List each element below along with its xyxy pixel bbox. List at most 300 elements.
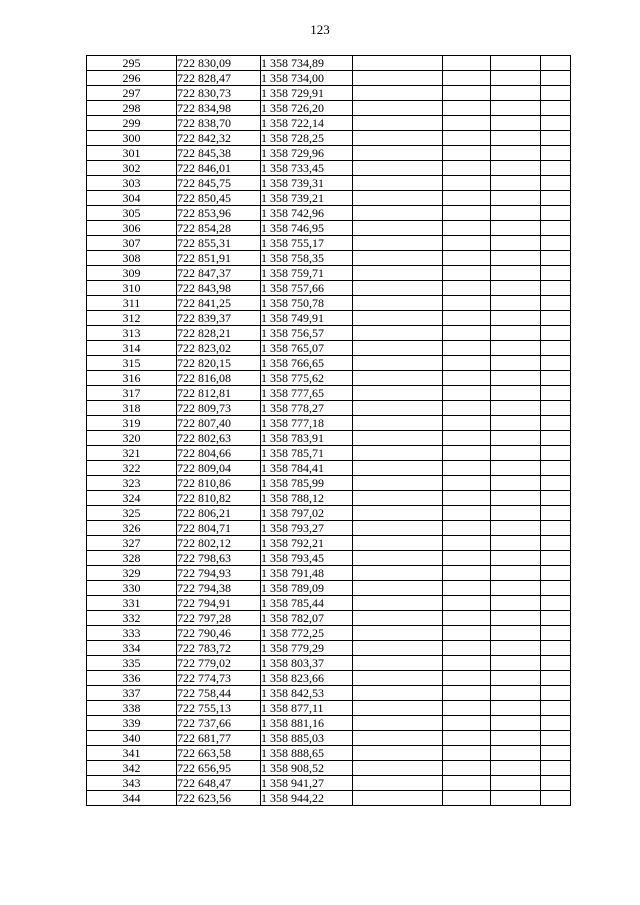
table-row xyxy=(87,776,571,791)
empty-cell xyxy=(443,266,491,281)
empty-cell xyxy=(353,116,443,131)
table-row xyxy=(87,176,571,191)
x-coordinate-cell: 722 802,12 xyxy=(177,536,261,551)
empty-cell xyxy=(491,641,541,656)
empty-cell xyxy=(353,101,443,116)
empty-cell xyxy=(541,596,571,611)
empty-cell xyxy=(353,221,443,236)
empty-cell xyxy=(353,641,443,656)
empty-cell xyxy=(443,251,491,266)
point-number-cell: 335 xyxy=(87,656,177,671)
y-coordinate-cell: 1 358 803,37 xyxy=(261,656,353,671)
empty-cell xyxy=(353,71,443,86)
y-coordinate-cell: 1 358 777,65 xyxy=(261,386,353,401)
empty-cell xyxy=(353,176,443,191)
point-number-cell: 317 xyxy=(87,386,177,401)
x-coordinate-cell: 722 851,91 xyxy=(177,251,261,266)
empty-cell xyxy=(443,131,491,146)
point-number-cell: 330 xyxy=(87,581,177,596)
table-row xyxy=(87,536,571,551)
empty-cell xyxy=(443,146,491,161)
empty-cell xyxy=(443,746,491,761)
empty-cell xyxy=(353,521,443,536)
empty-cell xyxy=(353,86,443,101)
empty-cell xyxy=(491,536,541,551)
empty-cell xyxy=(443,491,491,506)
empty-cell xyxy=(541,776,571,791)
point-number-cell: 297 xyxy=(87,86,177,101)
y-coordinate-cell: 1 358 785,44 xyxy=(261,596,353,611)
y-coordinate-cell: 1 358 783,91 xyxy=(261,431,353,446)
empty-cell xyxy=(353,671,443,686)
empty-cell xyxy=(353,716,443,731)
empty-cell xyxy=(541,416,571,431)
empty-cell xyxy=(491,356,541,371)
x-coordinate-cell: 722 758,44 xyxy=(177,686,261,701)
point-number-cell: 327 xyxy=(87,536,177,551)
empty-cell xyxy=(353,626,443,641)
empty-cell xyxy=(353,581,443,596)
empty-cell xyxy=(541,221,571,236)
point-number-cell: 325 xyxy=(87,506,177,521)
y-coordinate-cell: 1 358 793,27 xyxy=(261,521,353,536)
y-coordinate-cell: 1 358 749,91 xyxy=(261,311,353,326)
y-coordinate-cell: 1 358 779,29 xyxy=(261,641,353,656)
empty-cell xyxy=(491,71,541,86)
x-coordinate-cell: 722 812,81 xyxy=(177,386,261,401)
empty-cell xyxy=(541,566,571,581)
x-coordinate-cell: 722 794,93 xyxy=(177,566,261,581)
table-row xyxy=(87,71,571,86)
empty-cell xyxy=(491,386,541,401)
empty-cell xyxy=(491,191,541,206)
x-coordinate-cell: 722 797,28 xyxy=(177,611,261,626)
empty-cell xyxy=(541,386,571,401)
table-row xyxy=(87,236,571,251)
y-coordinate-cell: 1 358 788,12 xyxy=(261,491,353,506)
empty-cell xyxy=(541,671,571,686)
empty-cell xyxy=(541,656,571,671)
point-number-cell: 315 xyxy=(87,356,177,371)
table-row xyxy=(87,311,571,326)
table-row xyxy=(87,686,571,701)
x-coordinate-cell: 722 823,02 xyxy=(177,341,261,356)
empty-cell xyxy=(353,341,443,356)
point-number-cell: 340 xyxy=(87,731,177,746)
table-row xyxy=(87,521,571,536)
x-coordinate-cell: 722 794,91 xyxy=(177,596,261,611)
empty-cell xyxy=(443,296,491,311)
x-coordinate-cell: 722 809,04 xyxy=(177,461,261,476)
x-coordinate-cell: 722 839,37 xyxy=(177,311,261,326)
empty-cell xyxy=(443,161,491,176)
empty-cell xyxy=(491,731,541,746)
empty-cell xyxy=(443,671,491,686)
table-row xyxy=(87,371,571,386)
empty-cell xyxy=(443,641,491,656)
y-coordinate-cell: 1 358 842,53 xyxy=(261,686,353,701)
y-coordinate-cell: 1 358 782,07 xyxy=(261,611,353,626)
x-coordinate-cell: 722 663,58 xyxy=(177,746,261,761)
empty-cell xyxy=(541,401,571,416)
table-row xyxy=(87,326,571,341)
empty-cell xyxy=(491,401,541,416)
empty-cell xyxy=(443,536,491,551)
point-number-cell: 338 xyxy=(87,701,177,716)
empty-cell xyxy=(353,776,443,791)
empty-cell xyxy=(443,206,491,221)
point-number-cell: 313 xyxy=(87,326,177,341)
empty-cell xyxy=(541,491,571,506)
x-coordinate-cell: 722 810,82 xyxy=(177,491,261,506)
empty-cell xyxy=(541,191,571,206)
table-row xyxy=(87,341,571,356)
y-coordinate-cell: 1 358 766,65 xyxy=(261,356,353,371)
table-row xyxy=(87,161,571,176)
empty-cell xyxy=(541,731,571,746)
y-coordinate-cell: 1 358 742,96 xyxy=(261,206,353,221)
x-coordinate-cell: 722 841,25 xyxy=(177,296,261,311)
empty-cell xyxy=(491,116,541,131)
table-row xyxy=(87,296,571,311)
point-number-cell: 295 xyxy=(87,56,177,71)
empty-cell xyxy=(443,566,491,581)
table-row xyxy=(87,461,571,476)
x-coordinate-cell: 722 656,95 xyxy=(177,761,261,776)
y-coordinate-cell: 1 358 793,45 xyxy=(261,551,353,566)
empty-cell xyxy=(491,581,541,596)
x-coordinate-cell: 722 623,56 xyxy=(177,791,261,806)
empty-cell xyxy=(491,791,541,806)
point-number-cell: 308 xyxy=(87,251,177,266)
empty-cell xyxy=(491,326,541,341)
empty-cell xyxy=(541,161,571,176)
empty-cell xyxy=(491,461,541,476)
point-number-cell: 305 xyxy=(87,206,177,221)
empty-cell xyxy=(541,611,571,626)
point-number-cell: 316 xyxy=(87,371,177,386)
empty-cell xyxy=(541,131,571,146)
y-coordinate-cell: 1 358 756,57 xyxy=(261,326,353,341)
y-coordinate-cell: 1 358 908,52 xyxy=(261,761,353,776)
table-row xyxy=(87,101,571,116)
empty-cell xyxy=(491,476,541,491)
empty-cell xyxy=(541,761,571,776)
x-coordinate-cell: 722 648,47 xyxy=(177,776,261,791)
y-coordinate-cell: 1 358 729,96 xyxy=(261,146,353,161)
empty-cell xyxy=(353,551,443,566)
empty-cell xyxy=(353,686,443,701)
table-row xyxy=(87,671,571,686)
point-number-cell: 310 xyxy=(87,281,177,296)
empty-cell xyxy=(491,656,541,671)
y-coordinate-cell: 1 358 777,18 xyxy=(261,416,353,431)
point-number-cell: 312 xyxy=(87,311,177,326)
y-coordinate-cell: 1 358 823,66 xyxy=(261,671,353,686)
point-number-cell: 341 xyxy=(87,746,177,761)
y-coordinate-cell: 1 358 728,25 xyxy=(261,131,353,146)
point-number-cell: 344 xyxy=(87,791,177,806)
empty-cell xyxy=(491,176,541,191)
empty-cell xyxy=(541,476,571,491)
empty-cell xyxy=(541,206,571,221)
x-coordinate-cell: 722 774,73 xyxy=(177,671,261,686)
point-number-cell: 300 xyxy=(87,131,177,146)
y-coordinate-cell: 1 358 877,11 xyxy=(261,701,353,716)
empty-cell xyxy=(443,611,491,626)
empty-cell xyxy=(541,71,571,86)
empty-cell xyxy=(353,206,443,221)
empty-cell xyxy=(491,506,541,521)
point-number-cell: 333 xyxy=(87,626,177,641)
empty-cell xyxy=(353,266,443,281)
table-row xyxy=(87,266,571,281)
empty-cell xyxy=(443,686,491,701)
x-coordinate-cell: 722 834,98 xyxy=(177,101,261,116)
x-coordinate-cell: 722 830,73 xyxy=(177,86,261,101)
table-row xyxy=(87,386,571,401)
empty-cell xyxy=(541,431,571,446)
empty-cell xyxy=(443,551,491,566)
empty-cell xyxy=(353,401,443,416)
point-number-cell: 331 xyxy=(87,596,177,611)
empty-cell xyxy=(443,506,491,521)
x-coordinate-cell: 722 828,47 xyxy=(177,71,261,86)
table-row xyxy=(87,731,571,746)
empty-cell xyxy=(541,311,571,326)
table-row xyxy=(87,476,571,491)
empty-cell xyxy=(443,386,491,401)
empty-cell xyxy=(443,371,491,386)
empty-cell xyxy=(491,251,541,266)
y-coordinate-cell: 1 358 791,48 xyxy=(261,566,353,581)
x-coordinate-cell: 722 828,21 xyxy=(177,326,261,341)
y-coordinate-cell: 1 358 789,09 xyxy=(261,581,353,596)
empty-cell xyxy=(353,611,443,626)
table-row xyxy=(87,86,571,101)
empty-cell xyxy=(541,86,571,101)
empty-cell xyxy=(541,446,571,461)
empty-cell xyxy=(541,296,571,311)
empty-cell xyxy=(443,581,491,596)
x-coordinate-cell: 722 845,38 xyxy=(177,146,261,161)
point-number-cell: 343 xyxy=(87,776,177,791)
table-row xyxy=(87,761,571,776)
point-number-cell: 314 xyxy=(87,341,177,356)
x-coordinate-cell: 722 806,21 xyxy=(177,506,261,521)
empty-cell xyxy=(491,311,541,326)
empty-cell xyxy=(491,416,541,431)
table-row xyxy=(87,611,571,626)
empty-cell xyxy=(443,401,491,416)
empty-cell xyxy=(353,476,443,491)
point-number-cell: 342 xyxy=(87,761,177,776)
empty-cell xyxy=(541,791,571,806)
empty-cell xyxy=(353,56,443,71)
empty-cell xyxy=(353,761,443,776)
x-coordinate-cell: 722 846,01 xyxy=(177,161,261,176)
empty-cell xyxy=(541,56,571,71)
table-row xyxy=(87,416,571,431)
empty-cell xyxy=(541,461,571,476)
table-row xyxy=(87,656,571,671)
empty-cell xyxy=(353,461,443,476)
empty-cell xyxy=(491,701,541,716)
x-coordinate-cell: 722 802,63 xyxy=(177,431,261,446)
y-coordinate-cell: 1 358 941,27 xyxy=(261,776,353,791)
empty-cell xyxy=(541,686,571,701)
x-coordinate-cell: 722 810,86 xyxy=(177,476,261,491)
table-row xyxy=(87,491,571,506)
y-coordinate-cell: 1 358 881,16 xyxy=(261,716,353,731)
empty-cell xyxy=(491,491,541,506)
x-coordinate-cell: 722 847,37 xyxy=(177,266,261,281)
empty-cell xyxy=(541,506,571,521)
y-coordinate-cell: 1 358 775,62 xyxy=(261,371,353,386)
x-coordinate-cell: 722 804,66 xyxy=(177,446,261,461)
empty-cell xyxy=(353,431,443,446)
x-coordinate-cell: 722 842,32 xyxy=(177,131,261,146)
empty-cell xyxy=(491,716,541,731)
empty-cell xyxy=(353,416,443,431)
empty-cell xyxy=(443,791,491,806)
point-number-cell: 302 xyxy=(87,161,177,176)
y-coordinate-cell: 1 358 734,00 xyxy=(261,71,353,86)
point-number-cell: 298 xyxy=(87,101,177,116)
empty-cell xyxy=(541,101,571,116)
empty-cell xyxy=(443,461,491,476)
y-coordinate-cell: 1 358 746,95 xyxy=(261,221,353,236)
y-coordinate-cell: 1 358 785,99 xyxy=(261,476,353,491)
empty-cell xyxy=(443,326,491,341)
empty-cell xyxy=(491,281,541,296)
empty-cell xyxy=(491,566,541,581)
empty-cell xyxy=(353,791,443,806)
table-row xyxy=(87,701,571,716)
y-coordinate-cell: 1 358 784,41 xyxy=(261,461,353,476)
table-row xyxy=(87,401,571,416)
x-coordinate-cell: 722 807,40 xyxy=(177,416,261,431)
empty-cell xyxy=(353,236,443,251)
x-coordinate-cell: 722 809,73 xyxy=(177,401,261,416)
empty-cell xyxy=(443,356,491,371)
empty-cell xyxy=(443,716,491,731)
table-row xyxy=(87,131,571,146)
empty-cell xyxy=(541,356,571,371)
point-number-cell: 321 xyxy=(87,446,177,461)
empty-cell xyxy=(541,251,571,266)
empty-cell xyxy=(443,476,491,491)
empty-cell xyxy=(491,671,541,686)
table-row xyxy=(87,356,571,371)
empty-cell xyxy=(491,371,541,386)
empty-cell xyxy=(491,296,541,311)
y-coordinate-cell: 1 358 778,27 xyxy=(261,401,353,416)
point-number-cell: 311 xyxy=(87,296,177,311)
table-row xyxy=(87,221,571,236)
empty-cell xyxy=(443,71,491,86)
point-number-cell: 309 xyxy=(87,266,177,281)
empty-cell xyxy=(491,56,541,71)
empty-cell xyxy=(353,161,443,176)
empty-cell xyxy=(353,731,443,746)
coordinates-table xyxy=(86,55,571,806)
table-row xyxy=(87,746,571,761)
empty-cell xyxy=(491,446,541,461)
empty-cell xyxy=(443,776,491,791)
point-number-cell: 323 xyxy=(87,476,177,491)
empty-cell xyxy=(443,56,491,71)
empty-cell xyxy=(443,101,491,116)
empty-cell xyxy=(353,326,443,341)
y-coordinate-cell: 1 358 772,25 xyxy=(261,626,353,641)
empty-cell xyxy=(443,86,491,101)
table-row xyxy=(87,716,571,731)
empty-cell xyxy=(491,686,541,701)
empty-cell xyxy=(491,551,541,566)
x-coordinate-cell: 722 783,72 xyxy=(177,641,261,656)
table-row xyxy=(87,566,571,581)
y-coordinate-cell: 1 358 765,07 xyxy=(261,341,353,356)
point-number-cell: 318 xyxy=(87,401,177,416)
empty-cell xyxy=(353,281,443,296)
point-number-cell: 304 xyxy=(87,191,177,206)
point-number-cell: 334 xyxy=(87,641,177,656)
empty-cell xyxy=(353,491,443,506)
empty-cell xyxy=(353,596,443,611)
empty-cell xyxy=(491,431,541,446)
y-coordinate-cell: 1 358 797,02 xyxy=(261,506,353,521)
table-row xyxy=(87,191,571,206)
x-coordinate-cell: 722 737,66 xyxy=(177,716,261,731)
empty-cell xyxy=(491,101,541,116)
point-number-cell: 324 xyxy=(87,491,177,506)
y-coordinate-cell: 1 358 944,22 xyxy=(261,791,353,806)
empty-cell xyxy=(353,701,443,716)
point-number-cell: 319 xyxy=(87,416,177,431)
empty-cell xyxy=(491,131,541,146)
empty-cell xyxy=(541,536,571,551)
empty-cell xyxy=(541,521,571,536)
empty-cell xyxy=(541,236,571,251)
empty-cell xyxy=(491,266,541,281)
empty-cell xyxy=(353,536,443,551)
empty-cell xyxy=(491,746,541,761)
empty-cell xyxy=(541,326,571,341)
table-row xyxy=(87,641,571,656)
x-coordinate-cell: 722 790,46 xyxy=(177,626,261,641)
point-number-cell: 306 xyxy=(87,221,177,236)
x-coordinate-cell: 722 853,96 xyxy=(177,206,261,221)
empty-cell xyxy=(353,296,443,311)
empty-cell xyxy=(443,116,491,131)
point-number-cell: 329 xyxy=(87,566,177,581)
empty-cell xyxy=(491,236,541,251)
empty-cell xyxy=(491,221,541,236)
table-row xyxy=(87,56,571,71)
y-coordinate-cell: 1 358 739,21 xyxy=(261,191,353,206)
x-coordinate-cell: 722 755,13 xyxy=(177,701,261,716)
empty-cell xyxy=(443,446,491,461)
empty-cell xyxy=(541,176,571,191)
x-coordinate-cell: 722 838,70 xyxy=(177,116,261,131)
point-number-cell: 301 xyxy=(87,146,177,161)
empty-cell xyxy=(443,416,491,431)
x-coordinate-cell: 722 820,15 xyxy=(177,356,261,371)
point-number-cell: 299 xyxy=(87,116,177,131)
table-row xyxy=(87,146,571,161)
x-coordinate-cell: 722 816,08 xyxy=(177,371,261,386)
